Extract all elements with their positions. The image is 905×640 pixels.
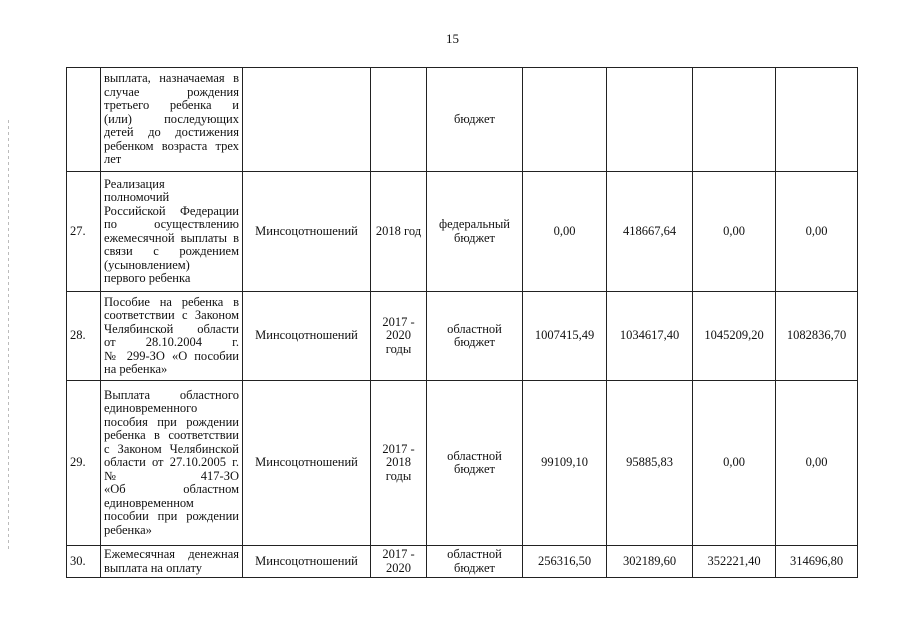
period: 2017 - 2020 годы [371,292,427,381]
value-2017: 256316,50 [523,546,607,578]
measure-name-line: с Законом Челябинской [104,441,239,456]
row-number: 29. [67,381,101,546]
measure-name-line: на ребенка» [104,362,168,376]
measure-name-line: ребенком возраста трех [104,138,239,153]
measure-name-line: пособии при рождении [104,509,239,524]
value-2019: 0,00 [693,172,776,292]
measure-name-line: Ежемесячная денежная [104,547,239,561]
funding-source: федеральный бюджет [427,172,523,292]
measure-name-line: связи с рождением [104,244,239,258]
executor: Минсоцотношений [243,546,371,578]
value-2018: 418667,64 [607,172,693,292]
period: 2018 год [371,172,427,292]
measure-name-line: по осуществлению [104,217,239,231]
value-2018: 1034617,40 [607,292,693,381]
measure-name-line: ежемесячной выплаты в [104,230,239,245]
measure-name [101,292,243,381]
measure-name-line: Челябинской области [104,321,239,336]
value-2017: 1007415,49 [523,292,607,381]
value-2017 [523,68,607,172]
measure-name-line: № 417-ЗО [104,468,239,483]
budget-table [66,67,858,578]
row-number: 30. [67,546,101,578]
funding-source: бюджет [427,68,523,172]
period: 2017 - 2020 [371,546,427,578]
measure-name [101,546,243,578]
page-number: 15 [446,31,459,46]
measure-name [101,381,243,546]
measure-name-line: Реализация [104,176,165,191]
row-number [67,68,101,172]
value-2017: 0,00 [523,172,607,292]
measure-name-line: пособия при рождении [104,414,239,429]
measure-name-line: ребенка» [104,522,152,537]
value-2018 [607,68,693,172]
table-row [67,68,858,172]
measure-name [101,172,243,292]
value-2020: 0,00 [776,172,858,292]
measure-name-line: № 299-ЗО «О пособии [104,348,239,363]
period [371,68,427,172]
funding-source: областной бюджет [427,292,523,381]
measure-name-line: третьего ребенка и [104,98,239,113]
measure-name-line: Российской Федерации [104,203,239,218]
measure-name-line: Пособие на ребенка в [104,294,239,309]
value-2020: 1082836,70 [776,292,858,381]
executor: Минсоцотношений [243,381,371,546]
measure-name-line: выплата, назначаемая в [104,71,239,86]
table-row [67,546,858,578]
table-row [67,381,858,546]
funding-source: областной бюджет [427,381,523,546]
scan-margin-line [8,120,9,550]
row-number: 27. [67,172,101,292]
value-2019: 352221,40 [693,546,776,578]
measure-name-line: полномочий [104,190,170,204]
funding-source: областной бюджет [427,546,523,578]
value-2019: 0,00 [693,381,776,546]
measure-name-line: ребенка в соответствии [104,428,239,443]
value-2019 [693,68,776,172]
measure-name-line: «Об областном [104,482,239,497]
table-row [67,172,858,292]
value-2020 [776,68,858,172]
table-row [67,292,858,381]
measure-name-line: лет [104,152,122,167]
value-2018: 95885,83 [607,381,693,546]
value-2019: 1045209,20 [693,292,776,381]
measure-name [101,68,243,172]
measure-name-line: Выплата областного [104,387,239,402]
measure-name-line: единовременного [104,401,198,416]
executor [243,68,371,172]
value-2018: 302189,60 [607,546,693,578]
measure-name-line: соответствии с Законом [104,308,239,322]
executor: Минсоцотношений [243,292,371,381]
measure-name-line: (усыновлением) [104,257,190,272]
row-number: 28. [67,292,101,381]
executor: Минсоцотношений [243,172,371,292]
value-2020: 0,00 [776,381,858,546]
measure-name-line: от 28.10.2004 г. [104,335,239,349]
measure-name-line: детей до достижения [104,125,239,140]
value-2017: 99109,10 [523,381,607,546]
period: 2017 - 2018 годы [371,381,427,546]
measure-name-line: единовременном [104,495,194,510]
measure-name-line: выплата на оплату [104,560,203,575]
value-2020: 314696,80 [776,546,858,578]
measure-name-line: первого ребенка [104,271,191,285]
measure-name-line: области от 27.10.2005 г. [104,455,239,470]
measure-name-line: (или) последующих [104,111,239,126]
measure-name-line: случае рождения [104,84,239,99]
